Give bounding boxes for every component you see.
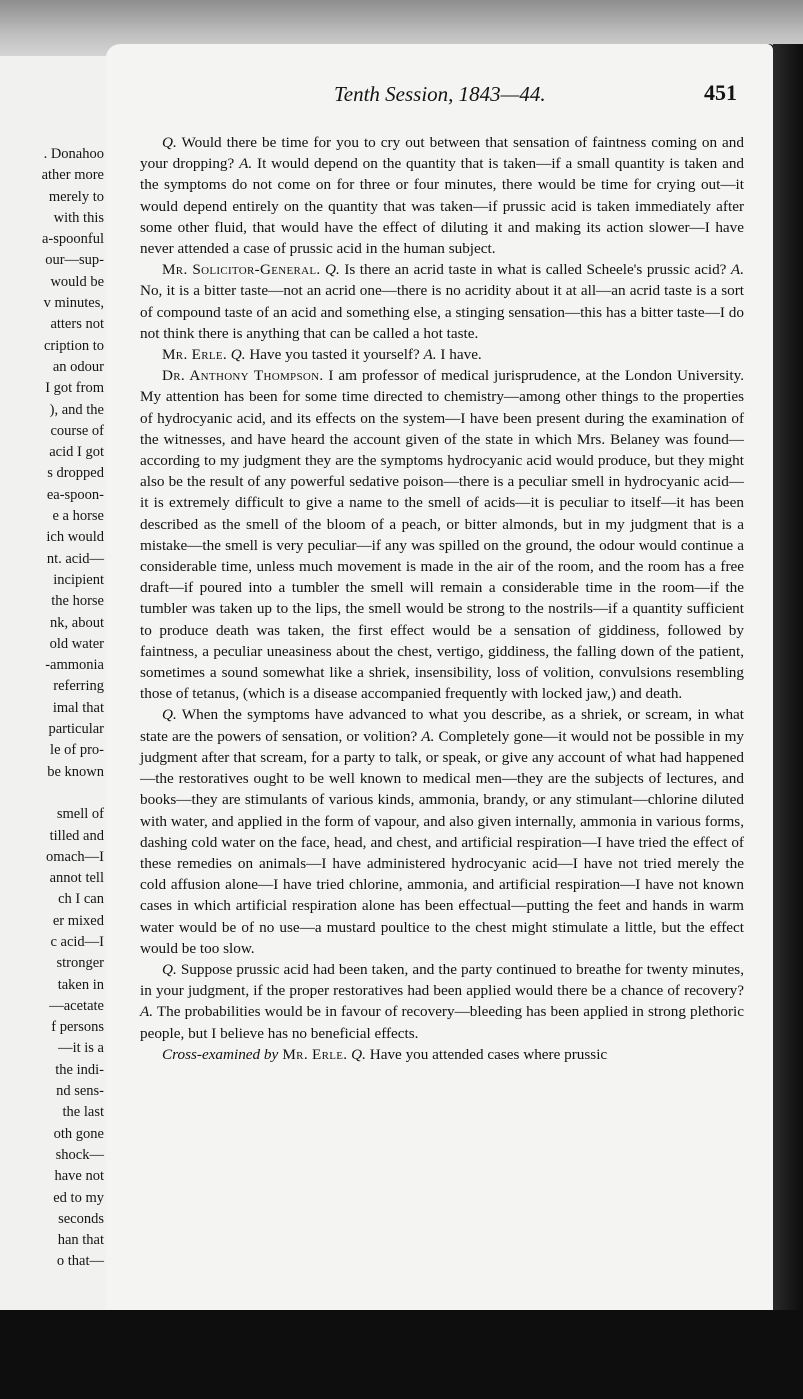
facing-page-line: atters not <box>50 316 104 333</box>
facing-page-line: referring <box>53 678 104 695</box>
facing-page-line: . Donahoo <box>43 146 104 162</box>
facing-page-line: annot tell <box>49 870 104 887</box>
answer-text: No, it is a bitter taste—not an acrid one—there is no acridity about it at all—an acrid taste is a sort of compound taste of an acid and something else, a stinging sensation—this has a bitter taste—I do not think there is anything that can be called a hot taste. <box>140 282 744 342</box>
facing-page-line: f persons <box>51 1019 104 1036</box>
paragraph-6 <box>140 959 744 1044</box>
question-text: When the symptoms have advanced to what you describe, as a shriek, or scream, in what state are the powers of sensation, or volition? <box>140 706 744 745</box>
facing-page-line: nt. acid— <box>46 550 104 567</box>
answer-text: I have. <box>436 346 482 364</box>
facing-page-line: nd sens- <box>56 1083 104 1100</box>
facing-page-line: particular <box>48 721 104 738</box>
paragraph-4 <box>140 365 744 704</box>
facing-page-line: oth gone <box>53 1125 104 1142</box>
question-marker: Q. <box>351 1045 366 1063</box>
facing-page-line: le of pro- <box>50 742 104 759</box>
question-marker: Q. <box>162 706 177 724</box>
facing-page-line: the indi- <box>55 1061 104 1078</box>
facing-page-line: ), and the <box>49 401 104 418</box>
question-marker: Q. <box>162 134 177 151</box>
facing-page-line: be known <box>47 763 104 780</box>
answer-marker: A. <box>730 261 744 279</box>
facing-page-line: v minutes, <box>43 295 104 312</box>
facing-page-line: —acetate <box>49 997 104 1014</box>
facing-page-line: our—sup- <box>45 252 104 269</box>
paragraph-1 <box>140 132 744 259</box>
speaker-name: Dr. Anthony Thompson. <box>162 367 324 385</box>
page-number: 451 <box>704 80 737 105</box>
facing-page-line: er mixed <box>52 912 104 929</box>
facing-page-line: ed to my <box>53 1189 104 1206</box>
page-body <box>140 132 744 1065</box>
facing-page-line: acid I got <box>49 444 104 461</box>
facing-page-line: an odour <box>52 358 104 375</box>
facing-page-line: the last <box>62 1104 104 1121</box>
question-marker: Q. <box>162 960 177 978</box>
facing-page-line: a-spoonful <box>41 231 104 248</box>
running-head: Tenth Session, 1843—44. <box>334 82 546 106</box>
facing-page-line: merely to <box>48 188 104 205</box>
page-header <box>106 82 773 110</box>
answer-marker: A. <box>140 1003 154 1021</box>
facing-page-line: omach—I <box>46 848 104 865</box>
facing-page-line: o that— <box>56 1253 104 1270</box>
question-text: Have you tasted it yourself? <box>245 346 424 364</box>
question-text: Have you attended cases where prussic <box>365 1045 608 1063</box>
facing-page-line <box>0 783 104 804</box>
facing-page-line: tilled and <box>49 827 104 844</box>
facing-page-line: nk, about <box>50 614 104 631</box>
facing-page-line: taken in <box>57 976 104 993</box>
paragraph-7 <box>140 1044 744 1065</box>
facing-page-line: s dropped <box>47 465 104 482</box>
answer-marker: A. <box>421 727 435 745</box>
testimony-text: I am professor of medical jurisprudence, at the London University. My attention has been for some time directed to chemistry—among other things to the properties of hydrocyanic acid, and its effects on the system—I have been present during the examination of the witnesses, and have heard the account given of the state in which Mrs. Belaney was found—according to my judgment they are the symptoms hydrocyanic acid would produce, but they might also be the result of any powerful sedative poison—there is a peculiar smell in hydrocyanic acid—it is extremely difficult to give a name to the smell of acids—it is peculiar to itself—it has been described as the smell of the bloom of a peach, or bitter almonds, but in my judgment that is a mistake—the smell is very peculiar—if any was spilled on the ground, the odour would continue a considerable time, unless much movement is made in the air of the room, and the room has a free draft—if poured into a tumbler the smell will remain a considerable time in the room—if the tumbler was taken up to the lips, the smell would be strong to the nostrils—if a quantity sufficient to produce death was taken, the first effect would be a sensation of giddiness, followed by faintness, a peculiar uneasiness about the chest, vertigo, giddiness, the falling down of the patient, sometimes a sound somewhat like a shriek, insensibility, loss of volition, convulsions resembling those of tetanus, (which is a disease accompanied frequently with locked jaw,) and death. <box>140 367 744 703</box>
answer-marker: A. <box>423 346 437 364</box>
facing-page-line: would be <box>50 273 104 290</box>
answer-text: The probabilities would be in favour of recovery—bleeding has been applied in strong plethoric people, but I believe has no beneficial effects. <box>140 1003 744 1042</box>
answer-text: It would depend on the quantity that is taken—if a small quantity is taken and the symptoms do not come on for three or four minutes, there would be time for crying out—it would depend entirely on the quantity that was taken—if prussic acid is taken immediately after some other fluid, that would have the effect of diluting it and making its action slower—I have never attended a case of prussic acid in the human subject. <box>140 155 745 258</box>
facing-page-line: course of <box>50 422 104 439</box>
facing-page-line: ch I can <box>58 891 104 908</box>
facing-page-left <box>0 56 115 1311</box>
question-marker: Q. <box>230 346 246 364</box>
answer-marker: A. <box>239 155 253 173</box>
facing-page-line: c acid—I <box>50 933 104 950</box>
facing-page-line: ich would <box>46 529 104 546</box>
question-marker: Q. <box>325 261 340 279</box>
scanner-edge-right <box>773 44 803 1312</box>
scanner-bed-bottom <box>0 1310 803 1399</box>
facing-page-line: shock— <box>55 1146 104 1163</box>
facing-page-line: have not <box>54 1168 104 1185</box>
speaker-name: Mr. Erle. <box>162 346 227 364</box>
facing-page-line: with this <box>53 209 104 226</box>
facing-page-line: the horse <box>51 593 104 610</box>
speaker-name: Mr. Solicitor-General. <box>162 261 321 279</box>
paragraph-5 <box>140 704 744 958</box>
facing-page-line: seconds <box>58 1210 104 1227</box>
facing-page-line: imal that <box>52 699 104 716</box>
facing-page-line: smell of <box>56 806 104 823</box>
question-text: Would there be time for you to cry out between that sensation of faintness coming on and your dropping? <box>140 134 744 173</box>
book-page <box>106 44 773 1312</box>
answer-text: Completely gone—it would not be possible in my judgment after that scream, for a party to talk, or speak, or give any account of what had happened—the restoratives ought to be well known to medical men—they are the subjects of lectures, and books—they are stimulants of various kinds, ammonia, brandy, or any stimulant—chlorine diluted with water, and applied in the form of vapour, and also given internally, ammonia in various forms, dashing cold water on the face, head, and chest, and artificial respiration—I have tried the effect of these remedies on animals—I have administered hydrocyanic acid—I have not tried merely the cold affusion alone—I have tried chlorine, ammonia, and artificial respiration—I have not known cases in which artificial respiration alone has been effectual—putting the feet and hands in warm water would be of no use—a mustard poultice to the chest might stimulate a little, but the effect would be too slow. <box>140 727 744 957</box>
facing-page-line: e a horse <box>52 508 104 525</box>
facing-page-line: ea-spoon- <box>46 486 104 503</box>
paragraph-2 <box>140 259 744 344</box>
facing-page-text <box>0 144 104 1273</box>
question-text: Suppose prussic acid had been taken, and the party continued to breathe for twenty minutes, in your judgment, if the proper restoratives had been applied would there be a chance of recovery? <box>140 960 744 1000</box>
facing-page-line: old water <box>49 635 104 652</box>
facing-page-line: ather more <box>41 167 104 184</box>
facing-page-line: stronger <box>56 955 104 972</box>
paragraph-3 <box>140 344 744 365</box>
facing-page-line: cription to <box>43 337 104 354</box>
facing-page-line: —it is a <box>58 1040 104 1057</box>
facing-page-line: incipient <box>53 571 104 588</box>
question-text: Is there an acrid taste in what is called Scheele's prussic acid? <box>339 261 731 279</box>
facing-page-line: I got from <box>45 380 104 397</box>
speaker-name: Mr. Erle. <box>278 1045 348 1063</box>
facing-page-line: -ammonia <box>45 657 104 674</box>
cross-examination-lead: Cross-examined by <box>162 1045 279 1063</box>
facing-page-line: han that <box>57 1232 104 1249</box>
